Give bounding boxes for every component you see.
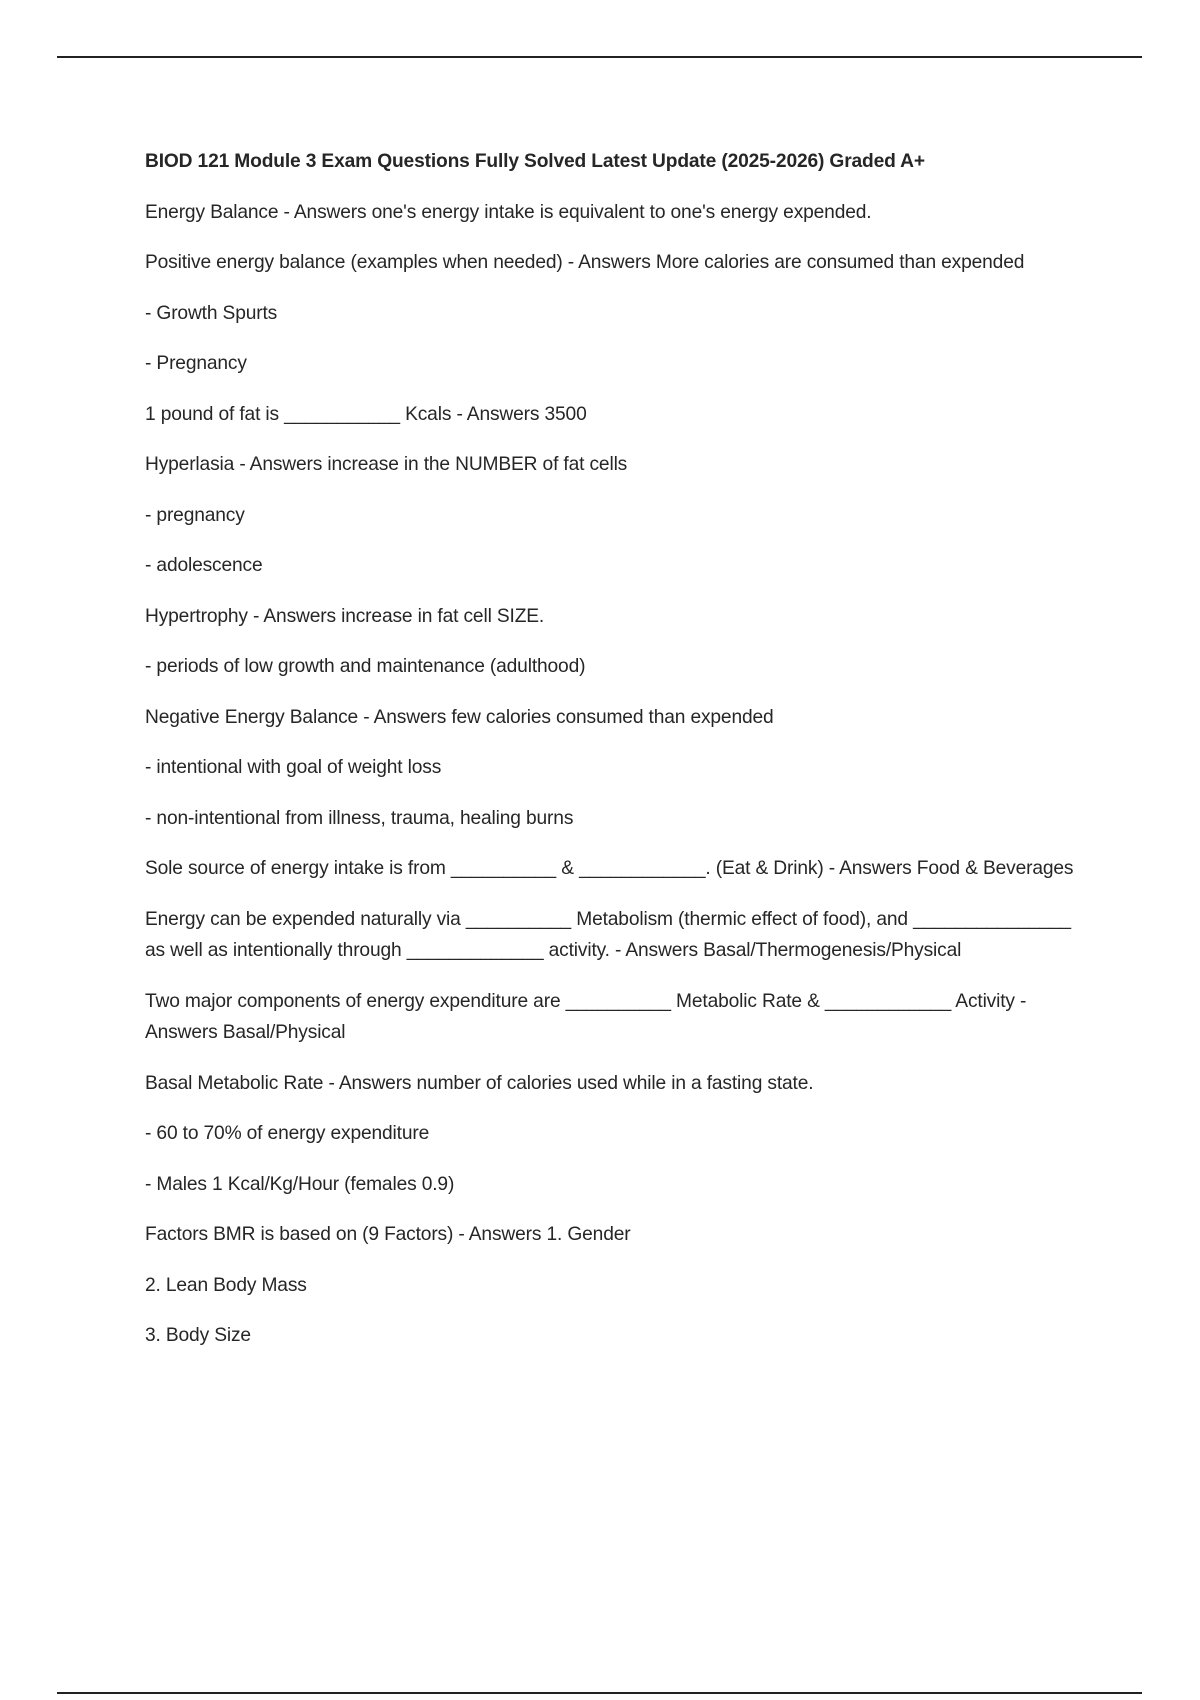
text-line: Basal Metabolic Rate - Answers number of calories used while in a fasting state. [145, 1072, 814, 1094]
header-rule [57, 56, 1142, 58]
document-title: BIOD 121 Module 3 Exam Questions Fully Solved Latest Update (2025-2026) Graded A+ [145, 151, 925, 172]
text-line: Energy Balance - Answers one's energy intake is equivalent to one's energy expended. [145, 201, 872, 223]
text-line: Sole source of energy intake is from __________ & ____________. (Eat & Drink) - Answers Food & Beverages [145, 858, 1074, 879]
text-line: 2. Lean Body Mass [145, 1274, 307, 1296]
text-line: Factors BMR is based on (9 Factors) - Answers 1. Gender [145, 1224, 631, 1245]
text-line: - intentional with goal of weight loss [145, 757, 442, 778]
text-line: - pregnancy [145, 504, 245, 526]
text-line: Positive energy balance (examples when needed) - Answers More calories are consumed than expended [145, 252, 1025, 273]
text-line: - adolescence [145, 555, 263, 576]
text-line: - Pregnancy [145, 353, 247, 374]
text-line: Energy can be expended naturally via __________ Metabolism (thermic effect of food), and _______________ as well as intentionally through _____________ activity. - Answers Basal/Thermogenesis/Physical [145, 908, 1071, 961]
document-body [145, 146, 1095, 1371]
text-line: - periods of low growth and maintenance (adulthood) [145, 656, 586, 677]
text-line: Hypertrophy - Answers increase in fat cell SIZE. [145, 605, 545, 627]
text-line: - Males 1 Kcal/Kg/Hour (females 0.9) [145, 1173, 455, 1195]
text-line: Two major components of energy expenditure are __________ Metabolic Rate & ____________ Activity - Answers Basal/Physical [145, 990, 1027, 1043]
text-line: Negative Energy Balance - Answers few calories consumed than expended [145, 706, 774, 728]
text-line: 3. Body Size [145, 1325, 251, 1346]
text-line: - non-intentional from illness, trauma, healing burns [145, 807, 574, 829]
text-line: - Growth Spurts [145, 302, 278, 324]
text-line: Hyperlasia - Answers increase in the NUMBER of fat cells [145, 454, 628, 475]
footer-rule [57, 1692, 1142, 1694]
text-line: 1 pound of fat is ___________ Kcals - Answers 3500 [145, 403, 587, 425]
text-line: - 60 to 70% of energy expenditure [145, 1123, 430, 1144]
